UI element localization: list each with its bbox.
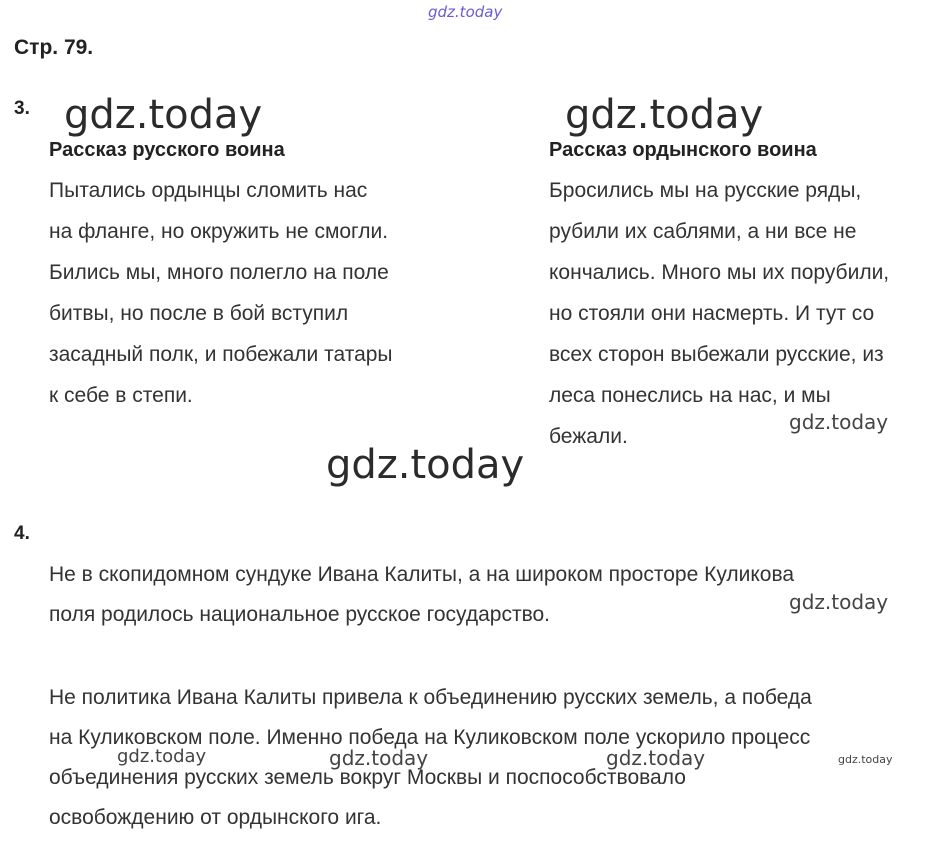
left-story-line: засадный полк, и побежали татары [49, 343, 393, 366]
paragraph-line: поля родилось национальное русское государство. [49, 603, 551, 626]
left-story-heading: Рассказ русского воина [49, 139, 285, 161]
paragraph-line: объединения русских земель вокруг Москвы и поспособствовало [49, 766, 686, 789]
right-story-line: но стояли они насмерть. И тут со [549, 302, 875, 325]
right-story-line: леса понеслись на нас, и мы [549, 384, 831, 407]
watermark-small-bottom-2: gdz.today [329, 746, 429, 770]
right-story-heading: Рассказ ордынского воина [549, 139, 817, 161]
left-story-line: к себе в степи. [49, 384, 193, 407]
task-4-number: 4. [14, 523, 30, 544]
right-story-line: всех сторон выбежали русские, из [549, 343, 884, 366]
right-story-line: рубили их саблями, а ни все не [549, 220, 857, 243]
page-label: Стр. 79. [14, 36, 94, 59]
watermark-big-right: gdz.today [565, 92, 764, 138]
watermark-small-bottom-3: gdz.today [606, 746, 706, 770]
paragraph-line: Не в скопидомном сундуке Ивана Калиты, а на широком просторе Куликова [49, 563, 795, 586]
paragraph-line: освобождению от ордынского ига. [49, 806, 382, 829]
right-story-line: бежали. [549, 425, 628, 448]
left-story-line: Пытались ордынцы сломить нас [49, 179, 368, 202]
watermark-top: gdz.today [428, 3, 503, 21]
watermark-small-right-1: gdz.today [789, 410, 889, 434]
watermark-small-bottom-1: gdz.today [117, 746, 207, 767]
watermark-big-left: gdz.today [64, 92, 263, 138]
right-story-line: кончались. Много мы их порубили, [549, 261, 890, 284]
task-3-number: 3. [14, 98, 30, 119]
left-story-line: на фланге, но окружить не смогли. [49, 220, 389, 243]
right-story-line: Бросились мы на русские ряды, [549, 179, 862, 202]
left-story-line: битвы, но после в бой вступил [49, 302, 349, 325]
paragraph-line: на Куликовском поле. Именно победа на Куликовском поле ускорило процесс [49, 726, 811, 749]
watermark-small-right-2: gdz.today [789, 590, 889, 614]
left-story-line: Бились мы, много полегло на поле [49, 261, 389, 284]
watermark-big-center: gdz.today [326, 442, 525, 488]
watermark-tiny-bottom: gdz.today [838, 753, 893, 766]
paragraph-line: Не политика Ивана Калиты привела к объединению русских земель, а победа [49, 686, 812, 709]
task-4-paragraph-1 [49, 555, 794, 635]
left-story-text [49, 170, 393, 416]
